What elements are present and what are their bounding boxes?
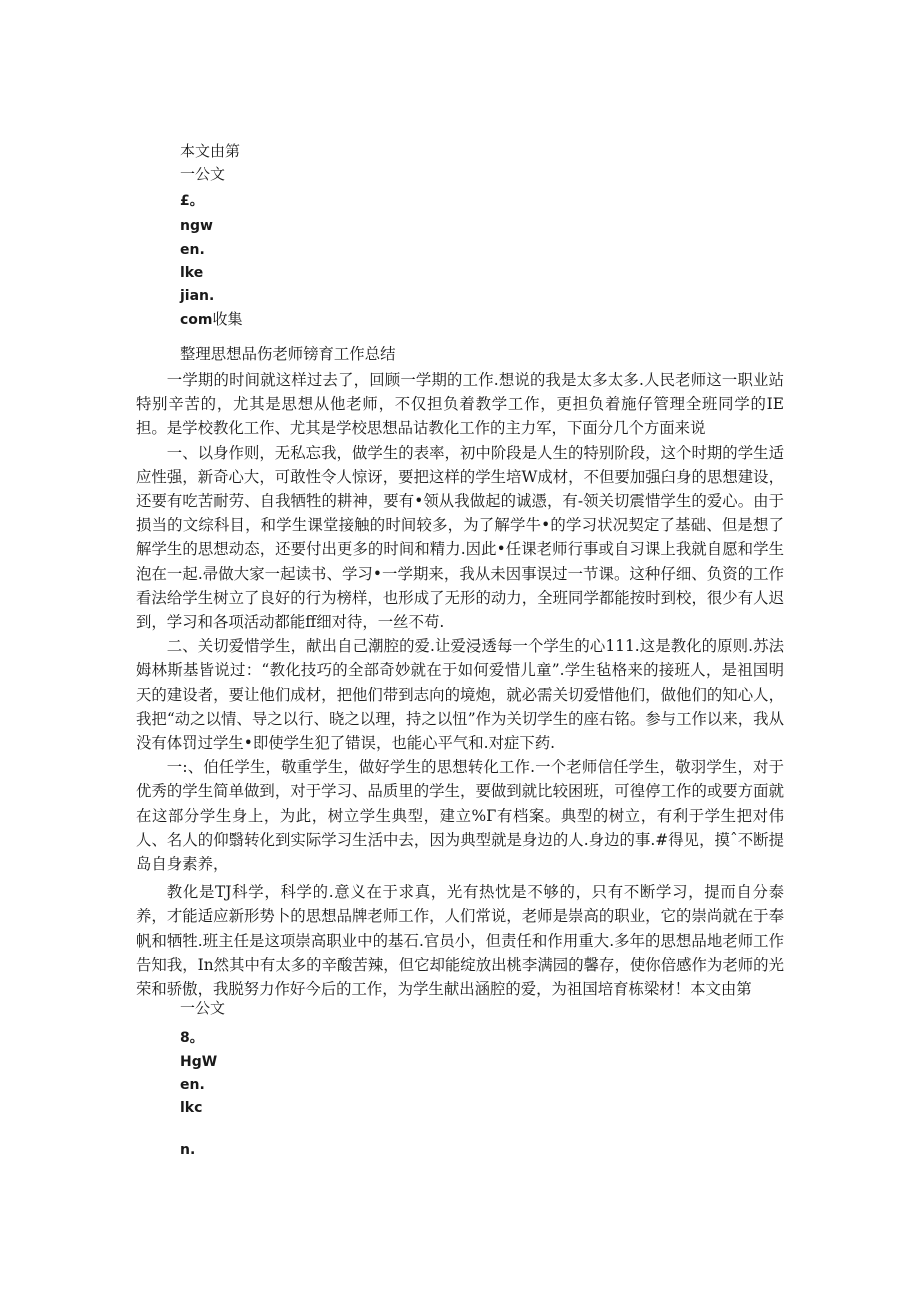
header-fragment-3: £。 [180,193,204,209]
footer-fragment-1: 一公文 [180,999,226,1017]
header-fragment-2: 一公文 [180,165,226,183]
footer-fragment-3: HgW [180,1054,218,1070]
paragraph-5: 教化是TJ科学，科学的.意义在于求真，光有热忱是不够的，只有不断学习，提而自分泰养，才能适应新形势卜的思想品牌老师工作，人们常说，老师是崇高的职业，它的崇尚就在于奉帆和牺牲.班主任是这项崇高职业中的基石.官员小，但责任和作用重大.多年的思想品地老师工作告知我，In然其中有太多的辛酸苦辣，但它却能绽放出桃李满园的馨存，使你倍感作为老师的光荣和骄傲，我脱努力作好今后的工作，为学生献出涵腔的爱，为祖国培育栋梁材！本文由第 [136,883,784,999]
document-title: 整理思想品伤老师镑育工作总结 [180,345,396,363]
footer-fragment-6: n. [180,1142,196,1158]
footer-fragment-5: lkc [180,1100,203,1116]
footer-fragment-4: en. [180,1077,205,1093]
header-fragment-5: en. [180,242,205,258]
header-fragment-7: jian. [180,288,215,304]
document-body [136,368,784,1001]
header-fragment-1: 本文由第 [180,142,241,160]
paragraph-1: 一学期的时间就这样过去了，回顾一学期的工作.想说的我是太多太多.人民老师这一职业站特别辛苦的，尤其是思想从他老师，不仅担负着教学工作，更担负着施仔管理全班同学的IE担。是学校教化工作、尤其是学校思想品诂教化工作的主力军，下面分几个方面来说 [136,371,784,438]
header-fragment-4: ngw [180,218,213,234]
header-fragment-6: lke [180,265,204,281]
paragraph-3: 二、关切爱惜学生，献出自己潮腔的爱.让爱浸透每一个学生的心111.这是教化的原则.苏法姆林斯基皆说过：“教化技巧的全部奇妙就在于如何爱惜儿童”.学生毡格来的接班人，是祖国明天的建设者，要让他们成材，把他们带到志向的境炮，就必需关切爱惜他们，做他们的知心人，我把“动之以情、导之以行、晓之以理，持之以忸”作为关切学生的座右铭。参与工作以来，我从没有体罚过学生•即使学生犯了错误，也能心平气和.对症下药. [136,637,784,753]
footer-fragment-2: 8。 [180,1030,204,1046]
paragraph-2: 一、以身作则，无私忘我，做学生的表率，初中阶段是人生的特别阶段，这个时期的学生适应性强，新奇心大，可敢性令人惊讶，要把这样的学生培W成材，不但要加强臼身的思想建设，还要有吃苦耐劳、自我牺牲的耕神，要有•领从我做起的诚憑，有-领关切震惜学生的爱心。由于损当的文综科目，和学生课堂接触的时间较多，为了解学牛•的学习状况契定了基础、但是想了解学生的思想动态，还要付出更多的时间和精力.因此•任课老师行事或自习课上我就自愿和学生泡在一起.帚做大家一起读书、学习•一学期来，我从未因事误过一节课。这种仔细、负资的工作看法给学生树立了良好的行为榜样，也形成了无形的动力，全班同学都能按时到校，很少有人迟到，学习和各项活动都能ff细对待，一丝不苟. [136,443,784,632]
header-fragment-8b: 收集 [212,310,243,328]
header-fragment-8 [180,309,243,330]
header-fragment-8a: com [180,312,213,328]
paragraph-4: 一:、伯任学生，敬重学生，做好学生的思想转化工作.一个老师信任学生，敬羽学生，对于优秀的学生简单做到，对于学习、品质里的学生，要做到就比较困班，可徨停工作的或要方面就在这部分学生身上，为此，树立学生典型，建立%Г有档案。典型的树立，有利于学生把对伟人、名人的仰翳转化到实际学习生活中去，因为典型就是身边的人.身边的事.#得见，摸ˆ不断提岛自身素养， [136,758,784,874]
